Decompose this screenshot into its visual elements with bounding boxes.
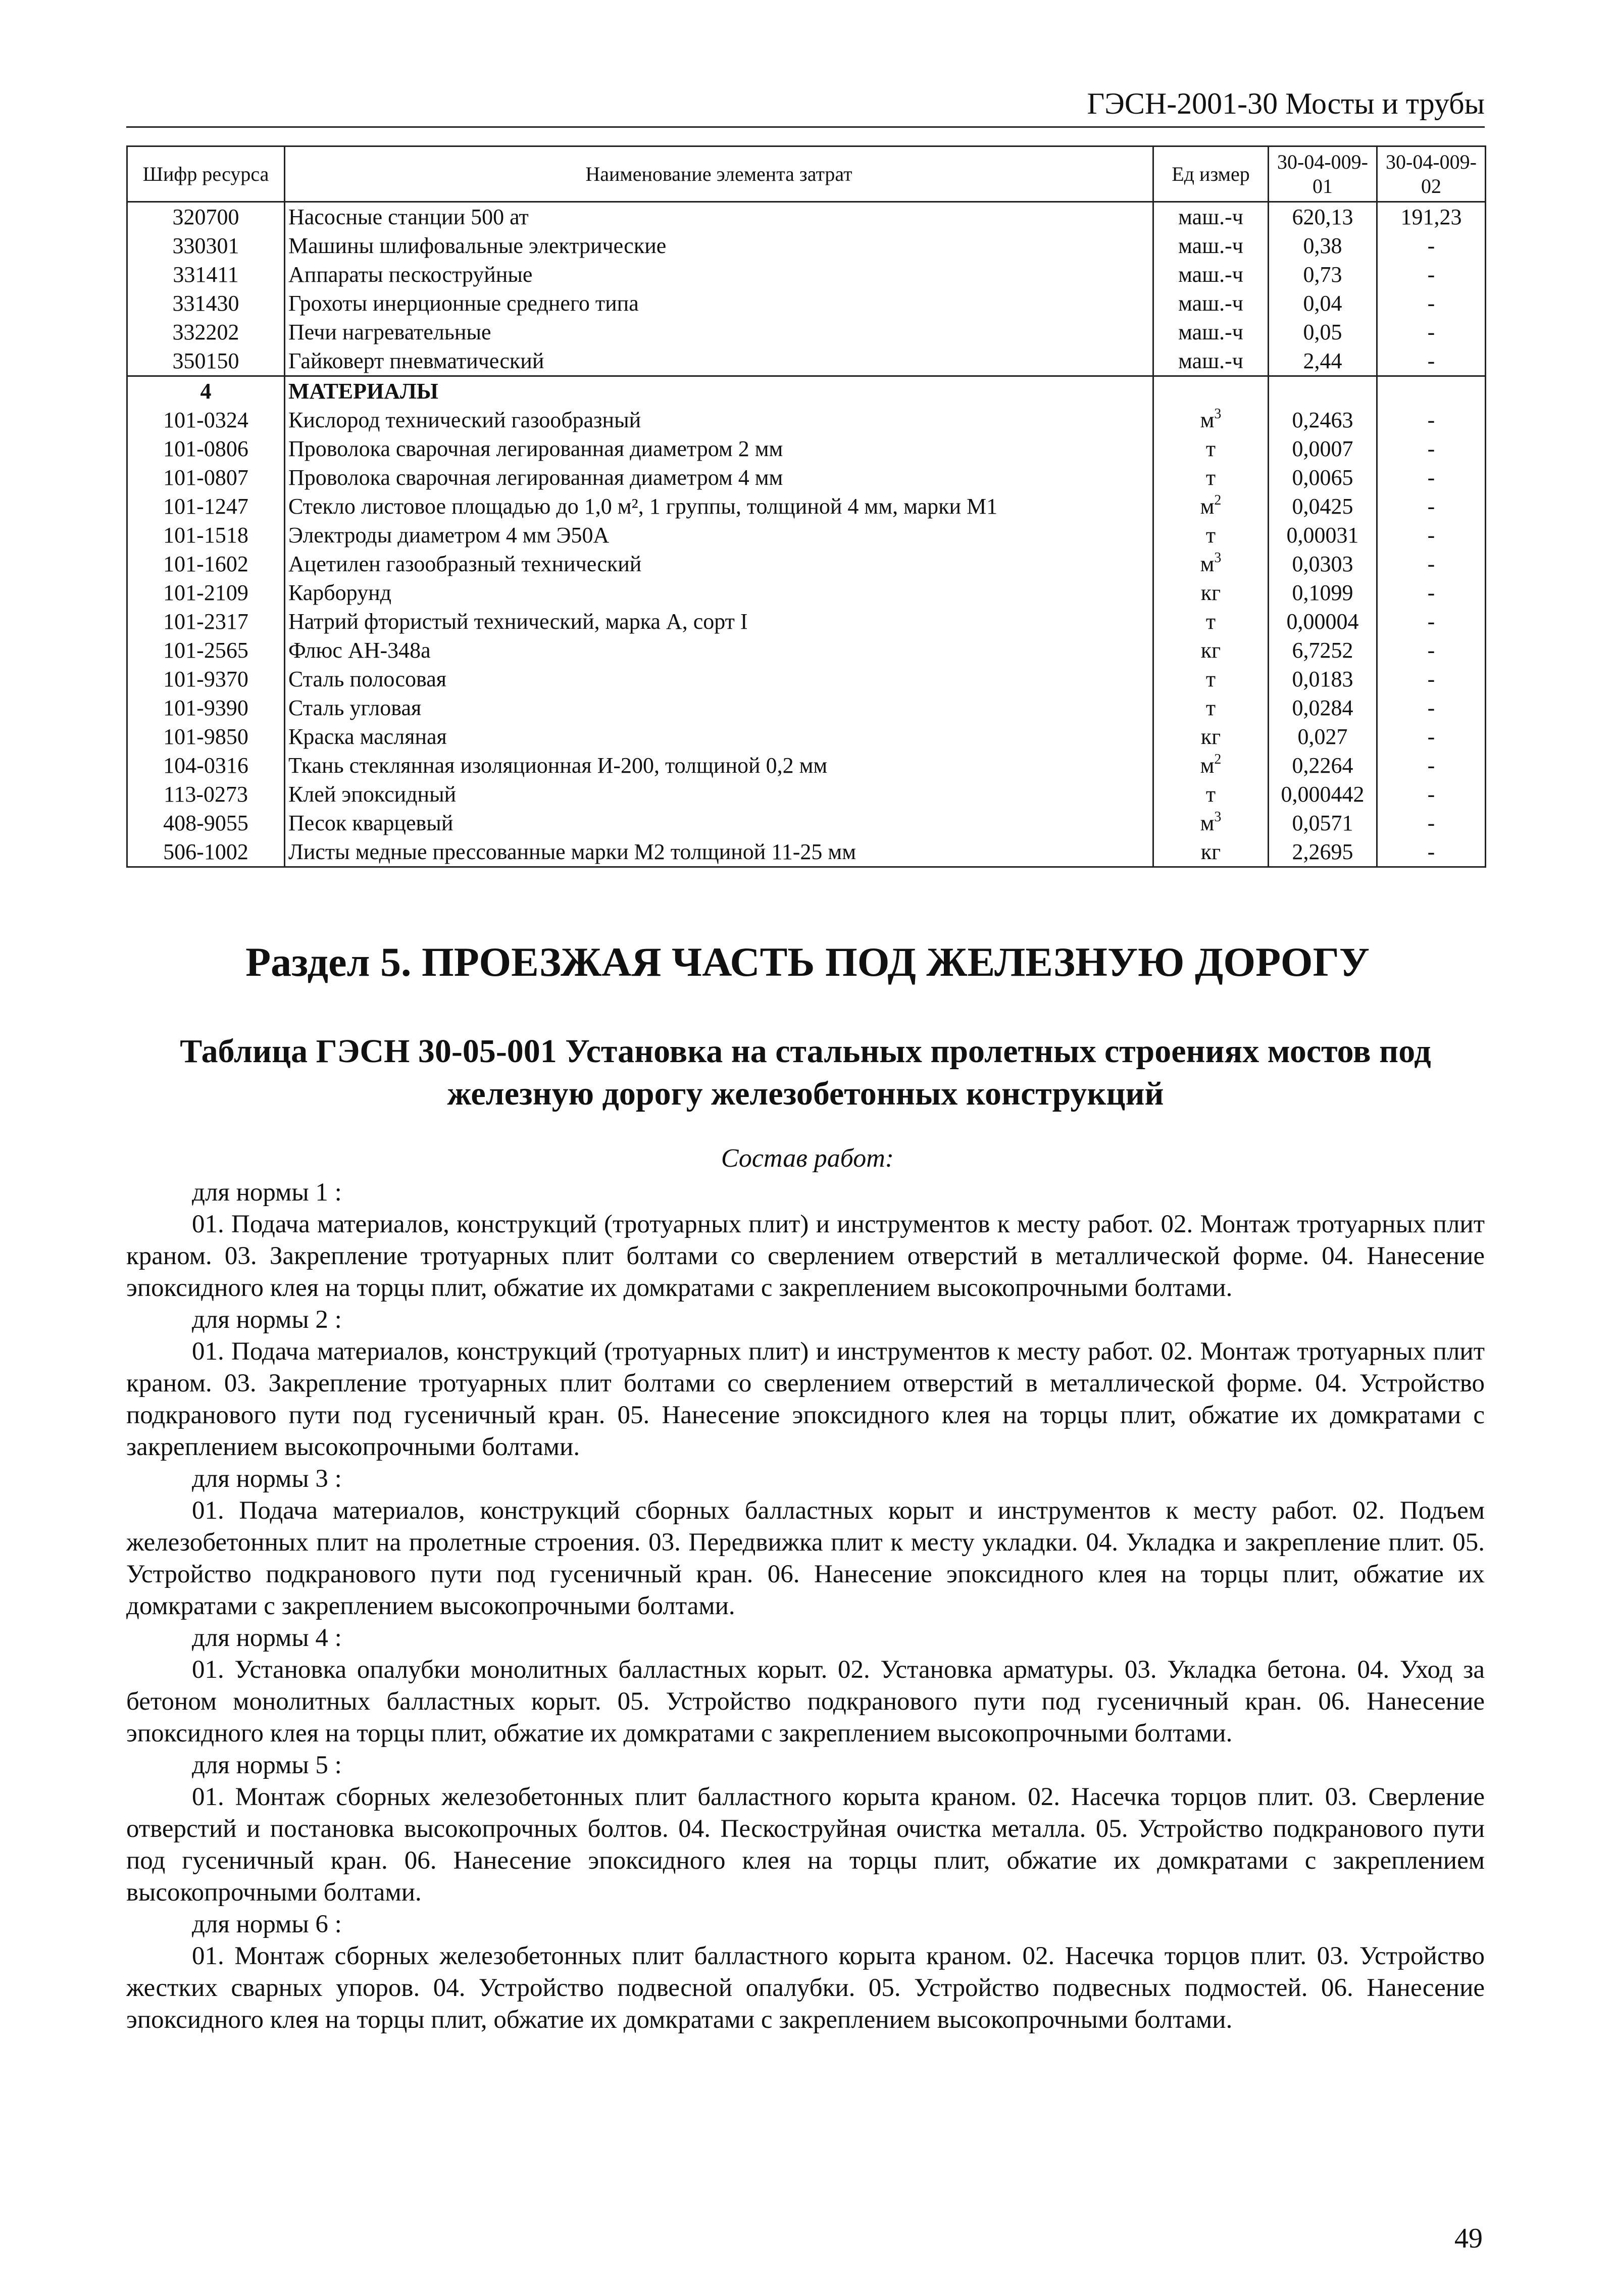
value-norm-1: 0,0425 [1269, 492, 1377, 521]
norm-description: 01. Подача материалов, конструкций (тротуарных плит) и инструментов к месту работ. 02. Монтаж тротуарных плит краном. 03. Закрепление тротуарных плит болтами со сверлением отверстий в металлической форме. 04. Устройство подкранового пути под гусеничный кран. 05. Нанесение эпоксидного клея на торцы плит, обжатие их домкратами с закреплением высокопрочными болтами. [126, 1337, 1485, 1461]
resource-code: 101-1247 [127, 492, 285, 521]
value-norm-2: - [1377, 521, 1486, 550]
unit-text: т [1205, 695, 1216, 720]
resource-name: Кислород технический газообразный [285, 406, 1153, 434]
column-header-norm-2: 30-04-009-02 [1377, 146, 1486, 202]
resource-code: 101-9370 [127, 665, 285, 693]
works-composition [126, 1177, 1485, 2036]
resource-unit: маш.-ч [1153, 260, 1269, 289]
unit-exponent: 2 [1214, 751, 1222, 767]
norm-label: для нормы 2 : [192, 1306, 342, 1334]
resource-code: 101-0807 [127, 463, 285, 492]
empty-cell [1377, 376, 1486, 406]
unit-text: т [1205, 609, 1216, 634]
value-norm-2: - [1377, 289, 1486, 318]
value-norm-1: 0,2264 [1269, 751, 1377, 780]
value-norm-1: 2,44 [1269, 346, 1377, 376]
unit-text: т [1205, 522, 1216, 547]
resource-name: Листы медные прессованные марки М2 толщиной 11-25 мм [285, 837, 1153, 867]
resource-unit [1153, 837, 1269, 867]
resource-name: Аппараты пескоструйные [285, 260, 1153, 289]
value-norm-2: - [1377, 406, 1486, 434]
column-header-name: Наименование элемента затрат [285, 146, 1153, 202]
value-norm-2: - [1377, 550, 1486, 578]
value-norm-1: 0,0183 [1269, 665, 1377, 693]
unit-text: м [1200, 551, 1215, 576]
resource-unit [1153, 521, 1269, 550]
works-heading: Состав работ: [721, 1144, 894, 1173]
unit-text: м [1200, 753, 1215, 778]
value-norm-2: - [1377, 636, 1486, 665]
resource-name: Ацетилен газообразный технический [285, 550, 1153, 578]
resource-name: Карборунд [285, 578, 1153, 607]
table-row [127, 260, 1486, 289]
table-row [127, 318, 1486, 346]
resource-code: 320700 [127, 202, 285, 232]
value-norm-1: 0,00031 [1269, 521, 1377, 550]
unit-text: т [1205, 465, 1216, 490]
unit-text: м [1200, 493, 1215, 519]
value-norm-2: - [1377, 809, 1486, 837]
unit-exponent: 3 [1214, 809, 1222, 825]
table-row [127, 751, 1486, 780]
section-name: МАТЕРИАЛЫ [285, 376, 1153, 406]
unit-text: т [1205, 436, 1216, 461]
resource-unit [1153, 434, 1269, 463]
value-norm-1: 0,73 [1269, 260, 1377, 289]
resource-unit: маш.-ч [1153, 346, 1269, 376]
table-row [127, 665, 1486, 693]
resource-unit [1153, 693, 1269, 722]
value-norm-2: - [1377, 837, 1486, 867]
resource-code: 101-0806 [127, 434, 285, 463]
table-header-row [127, 146, 1486, 202]
value-norm-1: 0,04 [1269, 289, 1377, 318]
resources-table [126, 145, 1486, 868]
norm-description: 01. Монтаж сборных железобетонных плит балластного корыта краном. 02. Насечка торцов плит. 03. Устройство жестких сварных упоров. 04. Устройство подвесной опалубки. 05. Устройство подвесных подмостей. 06. Нанесение эпоксидного клея на торцы плит, обжатие их домкратами с закреплением высокопрочными болтами. [126, 1942, 1485, 2034]
table-row [127, 607, 1486, 636]
resource-code: 101-1518 [127, 521, 285, 550]
table-row [127, 231, 1486, 260]
column-header-norm-1: 30-04-009-01 [1269, 146, 1377, 202]
resource-name: Проволока сварочная легированная диаметром 2 мм [285, 434, 1153, 463]
resource-name: Песок кварцевый [285, 809, 1153, 837]
unit-text: м [1200, 407, 1215, 432]
value-norm-1: 620,13 [1269, 202, 1377, 232]
value-norm-2: - [1377, 434, 1486, 463]
resource-code: 331430 [127, 289, 285, 318]
unit-text: кг [1200, 580, 1221, 605]
table-row [127, 722, 1486, 751]
value-norm-1: 6,7252 [1269, 636, 1377, 665]
resource-unit: маш.-ч [1153, 318, 1269, 346]
empty-cell [1153, 376, 1269, 406]
resource-code: 408-9055 [127, 809, 285, 837]
resource-code: 101-1602 [127, 550, 285, 578]
value-norm-1: 0,0571 [1269, 809, 1377, 837]
section-code: 4 [127, 376, 285, 406]
unit-text: кг [1200, 637, 1221, 663]
table-row [127, 202, 1486, 232]
norm-label: для нормы 6 : [192, 1910, 342, 1938]
document-header-title: ГЭСН-2001-30 Мосты и трубы [1087, 87, 1485, 120]
resource-unit [1153, 665, 1269, 693]
value-norm-1: 0,0284 [1269, 693, 1377, 722]
table-row [127, 521, 1486, 550]
resource-name: Ткань стеклянная изоляционная И-200, толщиной 0,2 мм [285, 751, 1153, 780]
value-norm-1: 0,1099 [1269, 578, 1377, 607]
value-norm-2: - [1377, 607, 1486, 636]
table-row [127, 578, 1486, 607]
section-title: Раздел 5. ПРОЕЗЖАЯ ЧАСТЬ ПОД ЖЕЛЕЗНУЮ ДОРОГУ [245, 939, 1370, 985]
table-body [127, 202, 1486, 867]
table-row [127, 693, 1486, 722]
value-norm-2: - [1377, 231, 1486, 260]
value-norm-1: 0,027 [1269, 722, 1377, 751]
table-row [127, 434, 1486, 463]
page-number: 49 [1454, 2223, 1483, 2254]
resource-name: Натрий фтористый технический, марка А, сорт I [285, 607, 1153, 636]
value-norm-2: - [1377, 665, 1486, 693]
resource-code: 350150 [127, 346, 285, 376]
column-header-code: Шифр ресурса [127, 146, 285, 202]
resource-code: 101-0324 [127, 406, 285, 434]
empty-cell [1269, 376, 1377, 406]
table-row [127, 346, 1486, 376]
resource-name: Печи нагревательные [285, 318, 1153, 346]
resource-code: 101-9390 [127, 693, 285, 722]
table-row [127, 809, 1486, 837]
resource-code: 331411 [127, 260, 285, 289]
resource-unit [1153, 578, 1269, 607]
table-row [127, 550, 1486, 578]
resource-code: 330301 [127, 231, 285, 260]
value-norm-2: - [1377, 492, 1486, 521]
table-title: Таблица ГЭСН 30-05-001 Установка на стальных пролетных строениях мостов под железную дорогу железобетонных конструкций [180, 1033, 1431, 1112]
resource-name: Машины шлифовальные электрические [285, 231, 1153, 260]
resource-unit [1153, 607, 1269, 636]
resource-name: Электроды диаметром 4 мм Э50А [285, 521, 1153, 550]
unit-exponent: 3 [1214, 550, 1222, 566]
value-norm-1: 0,2463 [1269, 406, 1377, 434]
table-row [127, 463, 1486, 492]
value-norm-2: - [1377, 722, 1486, 751]
resource-unit: маш.-ч [1153, 231, 1269, 260]
resource-name: Насосные станции 500 ат [285, 202, 1153, 232]
unit-text: кг [1200, 839, 1221, 864]
unit-text: т [1205, 781, 1216, 807]
resource-name: Краска масляная [285, 722, 1153, 751]
resource-name: Сталь угловая [285, 693, 1153, 722]
value-norm-2: - [1377, 693, 1486, 722]
table-row [127, 406, 1486, 434]
resource-code: 101-9850 [127, 722, 285, 751]
norm-label: для нормы 1 : [192, 1178, 342, 1207]
section-row-materials [127, 376, 1486, 406]
resource-unit: маш.-ч [1153, 202, 1269, 232]
value-norm-2: 191,23 [1377, 202, 1486, 232]
resource-unit [1153, 751, 1269, 780]
value-norm-1: 0,00004 [1269, 607, 1377, 636]
norm-description: 01. Подача материалов, конструкций сборных балластных корыт и инструментов к месту работ. 02. Подъем железобетонных плит на пролетные строения. 03. Передвижка плит к месту укладки. 04. Укладка и закрепление плит. 05. Устройство подкранового пути под гусеничный кран. 06. Нанесение эпоксидного клея на торцы плит, обжатие их домкратами с закреплением высокопрочными болтами. [126, 1496, 1485, 1620]
resource-code: 113-0273 [127, 780, 285, 809]
resource-unit [1153, 809, 1269, 837]
resource-unit [1153, 463, 1269, 492]
value-norm-1: 0,0065 [1269, 463, 1377, 492]
resource-name: Флюс АН-348а [285, 636, 1153, 665]
resource-unit [1153, 636, 1269, 665]
value-norm-2: - [1377, 578, 1486, 607]
resource-code: 104-0316 [127, 751, 285, 780]
resource-unit [1153, 550, 1269, 578]
resource-name: Грохоты инерционные среднего типа [285, 289, 1153, 318]
resource-code: 101-2109 [127, 578, 285, 607]
unit-text: т [1205, 666, 1216, 691]
table-row [127, 289, 1486, 318]
resource-name: Клей эпоксидный [285, 780, 1153, 809]
value-norm-1: 0,000442 [1269, 780, 1377, 809]
norm-description: 01. Подача материалов, конструкций (тротуарных плит) и инструментов к месту работ. 02. Монтаж тротуарных плит краном. 03. Закрепление тротуарных плит болтами со сверлением отверстий в металлической форме. 04. Нанесение эпоксидного клея на торцы плит, обжатие их домкратами с закреплением высокопрочными болтами. [126, 1210, 1485, 1302]
resource-code: 506-1002 [127, 837, 285, 867]
resource-code: 101-2317 [127, 607, 285, 636]
table-row [127, 837, 1486, 867]
unit-text: кг [1200, 724, 1221, 749]
table-row [127, 492, 1486, 521]
value-norm-1: 0,38 [1269, 231, 1377, 260]
resource-name: Сталь полосовая [285, 665, 1153, 693]
column-header-unit: Ед измер [1153, 146, 1269, 202]
resource-unit [1153, 780, 1269, 809]
unit-exponent: 3 [1214, 406, 1222, 422]
table-row [127, 636, 1486, 665]
norm-description: 01. Установка опалубки монолитных балластных корыт. 02. Установка арматуры. 03. Укладка бетона. 04. Уход за бетоном монолитных балластных корыт. 05. Устройство подкранового пути под гусеничный кран. 06. Нанесение эпоксидного клея на торцы плит, обжатие их домкратами с закреплением высокопрочными болтами. [126, 1656, 1485, 1748]
value-norm-1: 2,2695 [1269, 837, 1377, 867]
resource-code: 332202 [127, 318, 285, 346]
norm-description: 01. Монтаж сборных железобетонных плит балластного корыта краном. 02. Насечка торцов плит. 03. Сверление отверстий и постановка высокопрочных болтов. 04. Пескоструйная очистка металла. 05. Устройство подкранового пути под гусеничный кран. 06. Нанесение эпоксидного клея на торцы плит, обжатие их домкратами с закреплением высокопрочными болтами. [126, 1783, 1485, 1907]
resource-name: Гайковерт пневматический [285, 346, 1153, 376]
resource-name: Стекло листовое площадью до 1,0 м², 1 группы, толщиной 4 мм, марки М1 [285, 492, 1153, 521]
value-norm-2: - [1377, 463, 1486, 492]
resource-unit: маш.-ч [1153, 289, 1269, 318]
value-norm-2: - [1377, 751, 1486, 780]
unit-text: м [1200, 810, 1215, 835]
norm-label: для нормы 5 : [192, 1751, 342, 1779]
resource-unit [1153, 406, 1269, 434]
norm-label: для нормы 3 : [192, 1465, 342, 1493]
value-norm-1: 0,0303 [1269, 550, 1377, 578]
value-norm-1: 0,05 [1269, 318, 1377, 346]
header-rule [126, 126, 1485, 128]
value-norm-1: 0,0007 [1269, 434, 1377, 463]
resource-name: Проволока сварочная легированная диаметром 4 мм [285, 463, 1153, 492]
resource-unit [1153, 492, 1269, 521]
value-norm-2: - [1377, 346, 1486, 376]
value-norm-2: - [1377, 260, 1486, 289]
resource-unit [1153, 722, 1269, 751]
table-row [127, 780, 1486, 809]
norm-label: для нормы 4 : [192, 1624, 342, 1652]
unit-exponent: 2 [1214, 492, 1222, 508]
value-norm-2: - [1377, 318, 1486, 346]
resource-code: 101-2565 [127, 636, 285, 665]
value-norm-2: - [1377, 780, 1486, 809]
